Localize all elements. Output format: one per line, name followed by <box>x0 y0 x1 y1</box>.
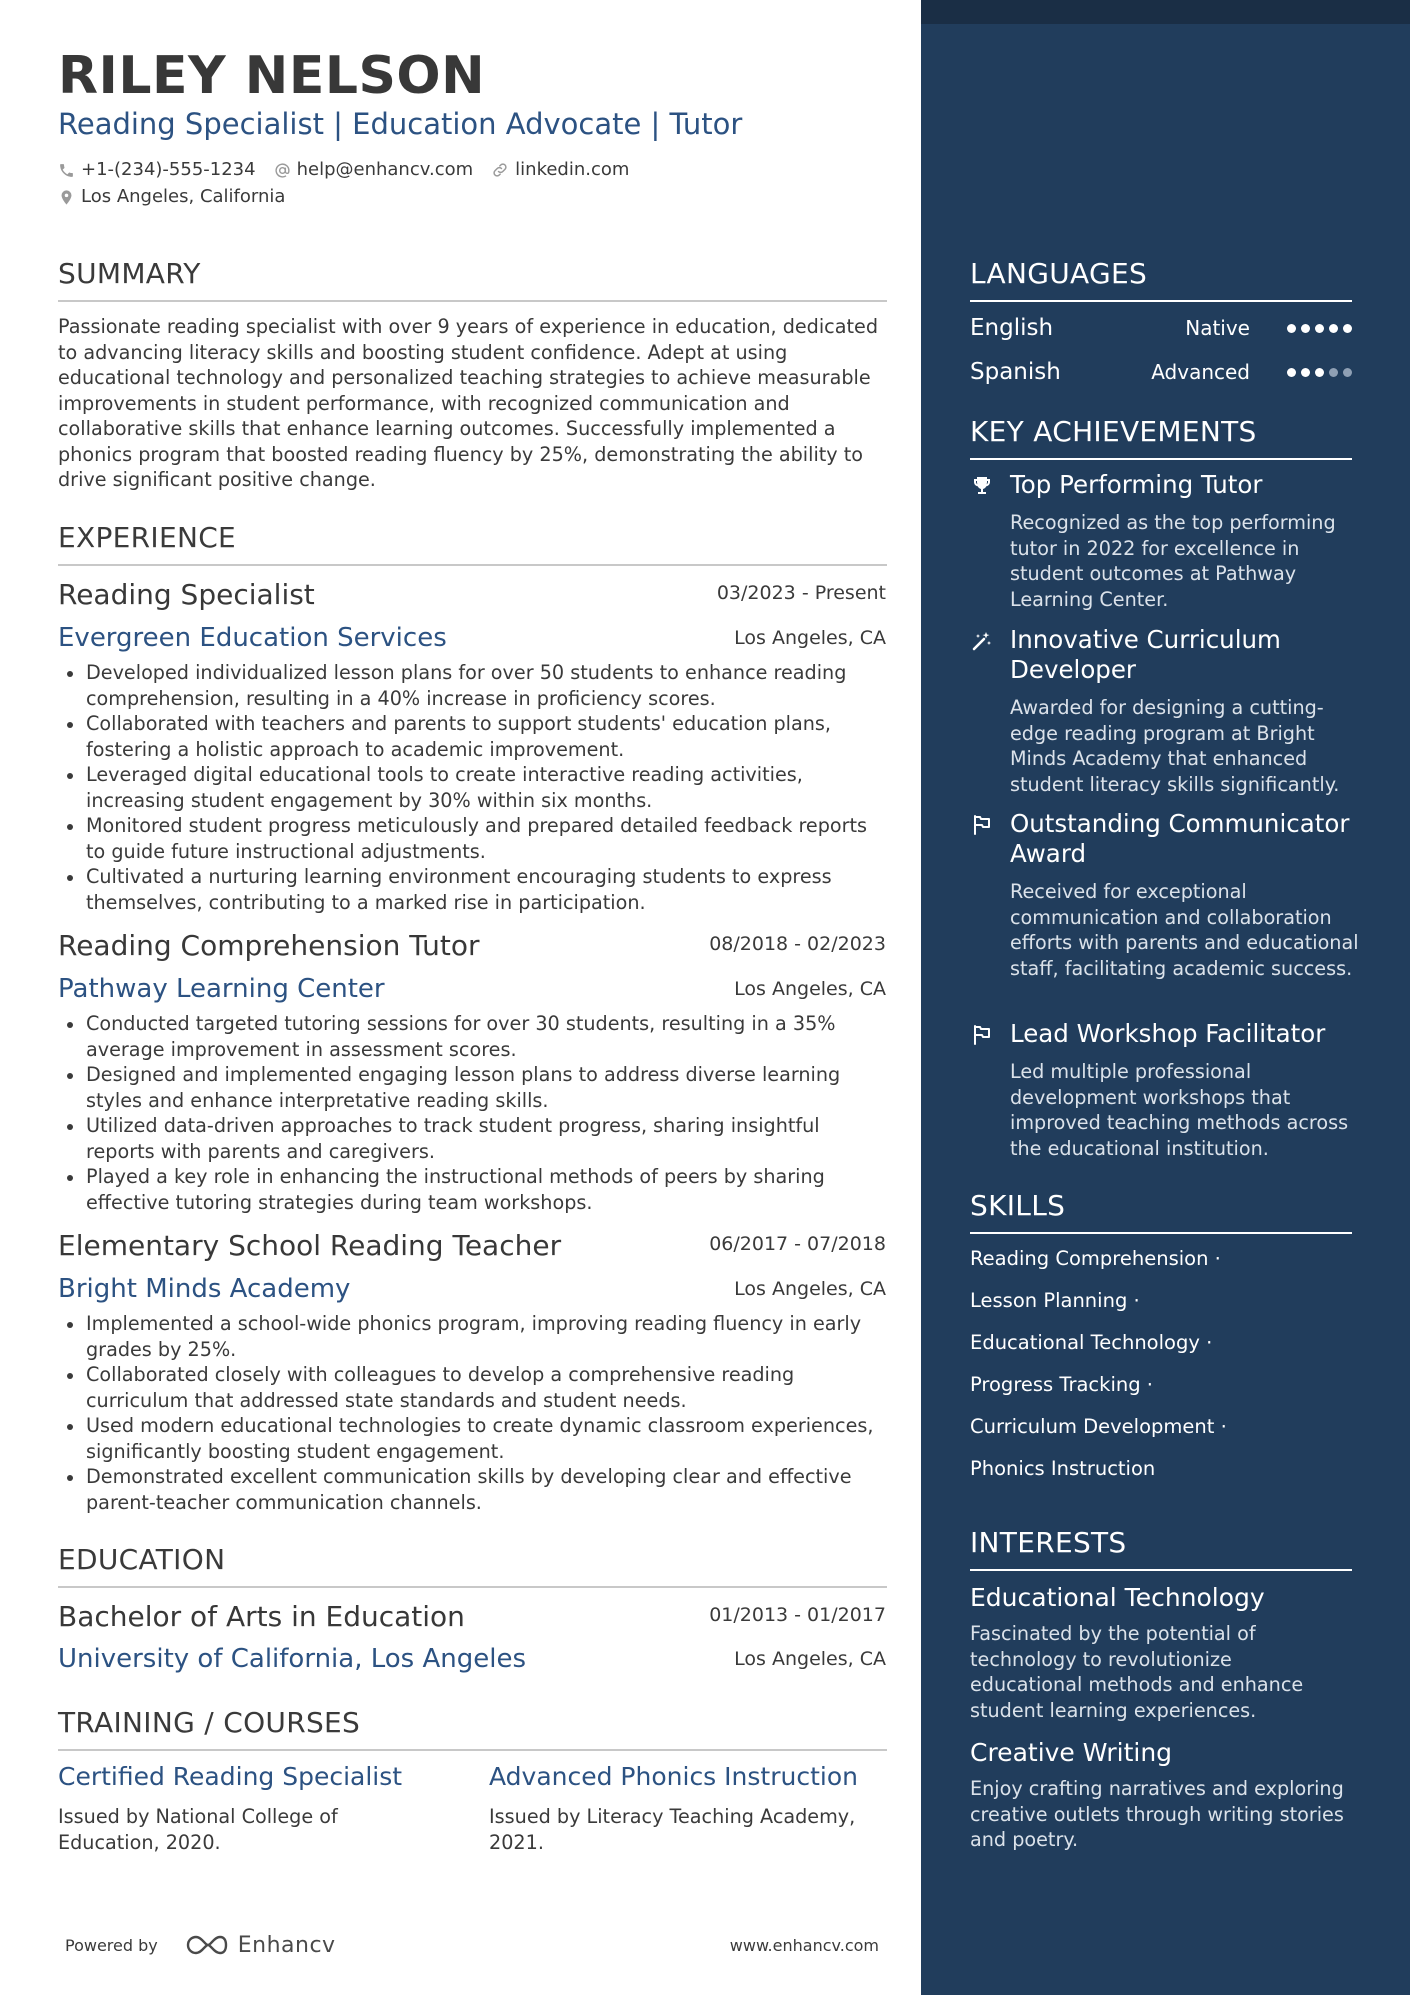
phone-text: +1-(234)-555-1234 <box>81 159 256 180</box>
rating-dot <box>1343 324 1352 333</box>
achievement-title: Top Performing Tutor <box>1010 470 1263 499</box>
list-item: Implemented a school-wide phonics program, improving reading fluency in early grades by 25%. <box>58 1311 890 1362</box>
education-heading: EDUCATION <box>58 1542 887 1588</box>
sidebar <box>921 0 1410 1995</box>
job-bullets <box>58 660 890 915</box>
list-item: Collaborated closely with colleagues to develop a comprehensive reading curriculum that addressed state standards and student needs. <box>58 1362 890 1413</box>
job-location: Los Angeles, CA <box>734 978 886 1000</box>
achievement-desc: Led multiple professional development workshops that improved teaching methods across the educational institution. <box>1010 1060 1349 1160</box>
contact-email[interactable] <box>274 158 474 182</box>
skill-item: Phonics Instruction <box>970 1457 1156 1480</box>
rating-dot <box>1301 324 1310 333</box>
job-dates: 06/2017 - 07/2018 <box>709 1233 886 1255</box>
phone-icon <box>58 162 75 179</box>
candidate-name: RILEY NELSON <box>58 46 486 106</box>
achievement-desc: Awarded for designing a cutting-edge reading program at Bright Minds Academy that enhanced student literacy skills significantly. <box>1010 696 1340 796</box>
training-heading: TRAINING / COURSES <box>58 1705 887 1751</box>
language-row <box>970 312 1352 344</box>
location-pin-icon <box>58 188 75 207</box>
experience-heading: EXPERIENCE <box>58 520 887 566</box>
rating-dot <box>1343 368 1352 377</box>
list-item: Utilized data-driven approaches to track student progress, sharing insightful reports with parents and caregivers. <box>58 1113 890 1164</box>
list-item: Used modern educational technologies to create dynamic classroom experiences, significantly boosting student engagement. <box>58 1413 890 1464</box>
skill-item: Curriculum Development · <box>970 1415 1227 1438</box>
school-name: University of California, Los Angeles <box>58 1644 527 1674</box>
language-rating <box>1282 324 1352 333</box>
list-item: Demonstrated excellent communication skills by developing clear and effective parent-teacher communication channels. <box>58 1464 890 1515</box>
location-item <box>58 185 285 209</box>
skill-item: Educational Technology · <box>970 1331 1213 1354</box>
interest-desc: Enjoy crafting narratives and exploring creative outlets through writing stories and poetry. <box>970 1777 1344 1851</box>
job-company: Evergreen Education Services <box>58 623 447 653</box>
list-item: Designed and implemented engaging lesson plans to address diverse learning styles and enhance interpretative reading skills. <box>58 1062 890 1113</box>
rating-dot <box>1287 324 1296 333</box>
job-company: Bright Minds Academy <box>58 1274 351 1304</box>
summary-heading: SUMMARY <box>58 256 887 302</box>
rating-dot <box>1315 368 1324 377</box>
contact-phone <box>58 158 256 182</box>
list-item: Conducted targeted tutoring sessions for over 30 students, resulting in a 35% average improvement in assessment scores. <box>58 1011 890 1062</box>
degree-title: Bachelor of Arts in Education <box>58 1600 465 1633</box>
language-row <box>970 356 1352 388</box>
skill-item: Reading Comprehension · <box>970 1247 1221 1270</box>
course-desc: Issued by National College of Education, 2020. <box>58 1805 338 1854</box>
achievement-desc: Received for exceptional communication and collaboration efforts with parents and educational staff, facilitating academic success. <box>1010 880 1359 980</box>
list-item: Leveraged digital educational tools to create interactive reading activities, increasing student engagement by 30% within six months. <box>58 762 890 813</box>
email-text[interactable]: help@enhancv.com <box>296 159 474 180</box>
magic-wand-icon <box>970 629 994 653</box>
list-item: Played a key role in enhancing the instructional methods of peers by sharing effective tutoring strategies during team workshops. <box>58 1164 890 1215</box>
language-name: Spanish <box>970 359 1061 385</box>
language-name: English <box>970 315 1054 341</box>
interest-title: Educational Technology <box>970 1583 1265 1612</box>
rating-dot <box>1315 324 1324 333</box>
job-bullets <box>58 1311 890 1515</box>
summary-text: Passionate reading specialist with over 9 years of experience in education, dedicated to advancing literacy skills and boosting student confidence. Adept at using educational technology and personalized teaching strategies to achieve measurable improvements in student performance, with recognized communication and collaborative skills that enhance learning outcomes. Successfully implemented a phonics program that boosted reading fluency by 25%, demonstrating the ability to drive significant positive change. <box>58 315 879 491</box>
interests-heading: INTERESTS <box>970 1525 1352 1571</box>
location-text: Los Angeles, California <box>81 186 286 207</box>
language-level: Native <box>1185 316 1250 340</box>
job-title: Reading Specialist <box>58 578 315 611</box>
flag-icon <box>970 813 994 837</box>
powered-by-label: Powered by <box>65 1935 158 1955</box>
job-company: Pathway Learning Center <box>58 974 385 1004</box>
enhancv-logo-icon <box>184 1933 230 1957</box>
achievement-title: Lead Workshop Facilitator <box>1010 1019 1326 1048</box>
list-item: Monitored student progress meticulously and prepared detailed feedback reports to guide future instructional adjustments. <box>58 813 890 864</box>
achievements-heading: KEY ACHIEVEMENTS <box>970 414 1352 460</box>
job-title: Elementary School Reading Teacher <box>58 1229 562 1262</box>
achievement-title: Innovative Curriculum Developer <box>1010 625 1281 684</box>
rating-dot <box>1329 368 1338 377</box>
rating-dot <box>1287 368 1296 377</box>
trophy-icon <box>970 474 994 498</box>
brand-logo[interactable] <box>184 1933 336 1958</box>
job-location: Los Angeles, CA <box>734 1278 886 1300</box>
course-title: Advanced Phonics Instruction <box>489 1762 858 1791</box>
job-dates: 03/2023 - Present <box>716 582 886 604</box>
achievement-desc: Recognized as the top performing tutor in 2022 for excellence in student outcomes at Pathway Learning Center. <box>1010 511 1336 611</box>
job-location: Los Angeles, CA <box>734 627 886 649</box>
job-bullets <box>58 1011 890 1215</box>
course-title: Certified Reading Specialist <box>58 1762 403 1791</box>
education-dates: 01/2013 - 01/2017 <box>709 1604 886 1626</box>
job-title: Reading Comprehension Tutor <box>58 929 480 962</box>
site-url[interactable]: www.enhancv.com <box>729 1935 879 1955</box>
language-rating <box>1282 368 1352 377</box>
interest-title: Creative Writing <box>970 1738 1173 1767</box>
skill-item: Lesson Planning · <box>970 1289 1140 1312</box>
link-icon <box>491 161 509 179</box>
job-dates: 08/2018 - 02/2023 <box>709 933 886 955</box>
footer <box>65 1928 879 1962</box>
skills-heading: SKILLS <box>970 1188 1352 1234</box>
education-location: Los Angeles, CA <box>734 1648 886 1670</box>
rating-dot <box>1329 324 1338 333</box>
languages-heading: LANGUAGES <box>970 256 1352 302</box>
language-level: Advanced <box>1151 360 1250 384</box>
achievement-title: Outstanding Communicator Award <box>1010 809 1350 868</box>
contact-row <box>58 158 647 182</box>
list-item: Collaborated with teachers and parents to support students' education plans, fostering a holistic approach to academic improvement. <box>58 711 890 762</box>
interest-desc: Fascinated by the potential of technology to revolutionize educational methods and enhance student learning experiences. <box>970 1622 1304 1722</box>
sidebar-top-band <box>921 0 1410 24</box>
contact-location <box>58 185 303 209</box>
headline: Reading Specialist | Education Advocate | Tutor <box>58 107 743 141</box>
list-item: Cultivated a nurturing learning environment encouraging students to express themselves, contributing to a marked rise in participation. <box>58 864 890 915</box>
course-desc: Issued by Literacy Teaching Academy, 2021. <box>489 1805 856 1854</box>
skill-item: Progress Tracking · <box>970 1373 1153 1396</box>
contact-linkedin[interactable] <box>491 158 629 182</box>
brand-name: Enhancv <box>237 1932 336 1958</box>
rating-dot <box>1301 368 1310 377</box>
linkedin-text[interactable]: linkedin.com <box>515 159 630 180</box>
at-icon <box>274 162 291 179</box>
flag-icon <box>970 1023 994 1047</box>
list-item: Developed individualized lesson plans for over 50 students to enhance reading comprehension, resulting in a 40% increase in proficiency scores. <box>58 660 890 711</box>
